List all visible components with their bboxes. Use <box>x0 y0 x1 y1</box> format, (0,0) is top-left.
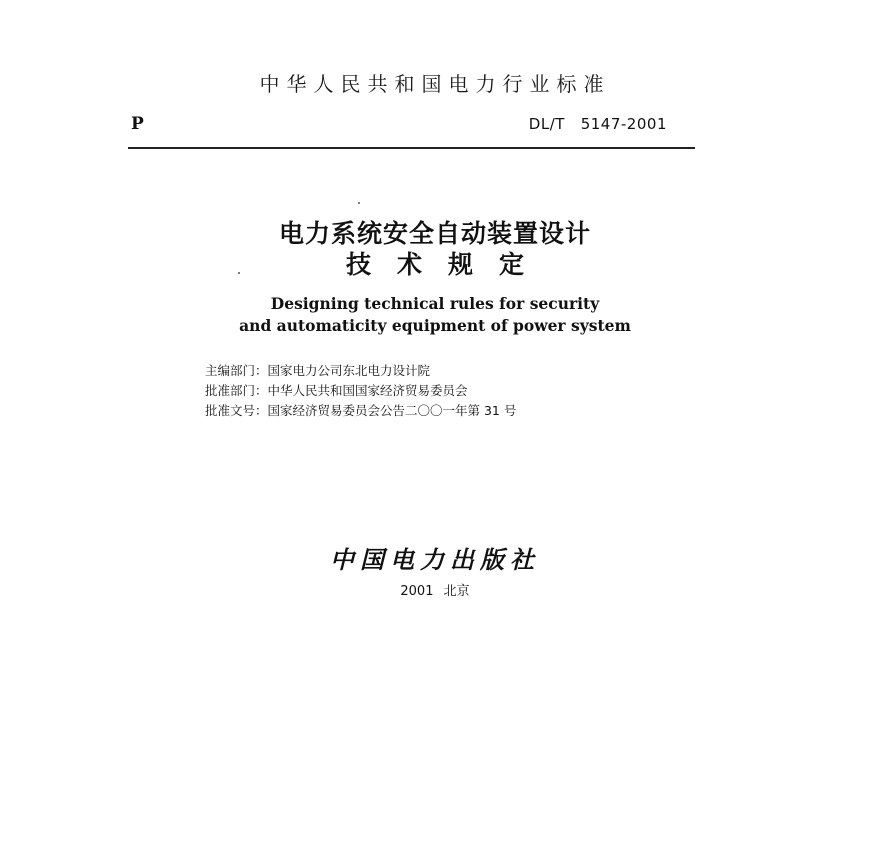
scan-speck <box>358 202 360 204</box>
approving-department: 批准部门：中华人民共和国国家经济贸易委员会 <box>205 383 468 398</box>
title-en-line1: Designing technical rules for security <box>270 294 600 313</box>
title-cn-line2: 技术规定 <box>345 250 550 279</box>
publication-year-place: 2001 北京 <box>400 584 470 599</box>
issuance-info <box>205 361 516 421</box>
approval-document-number: 批准文号：国家经济贸易委员会公告二〇〇一年第 31 号 <box>205 403 517 418</box>
title-en-line2: and automaticity equipment of power system <box>239 316 631 335</box>
standard-category-heading: 中华人民共和国电力行业标准 <box>259 72 611 96</box>
title-cn-line1: 电力系统安全自动装置设计 <box>278 219 591 248</box>
editor-department: 主编部门：国家电力公司东北电力设计院 <box>205 363 431 378</box>
standard-number: DL/T 5147-2001 <box>528 115 667 133</box>
publisher-logotype: 中国电力出版社 <box>330 545 540 574</box>
classification-code: P <box>131 114 144 134</box>
header-divider <box>128 147 695 149</box>
